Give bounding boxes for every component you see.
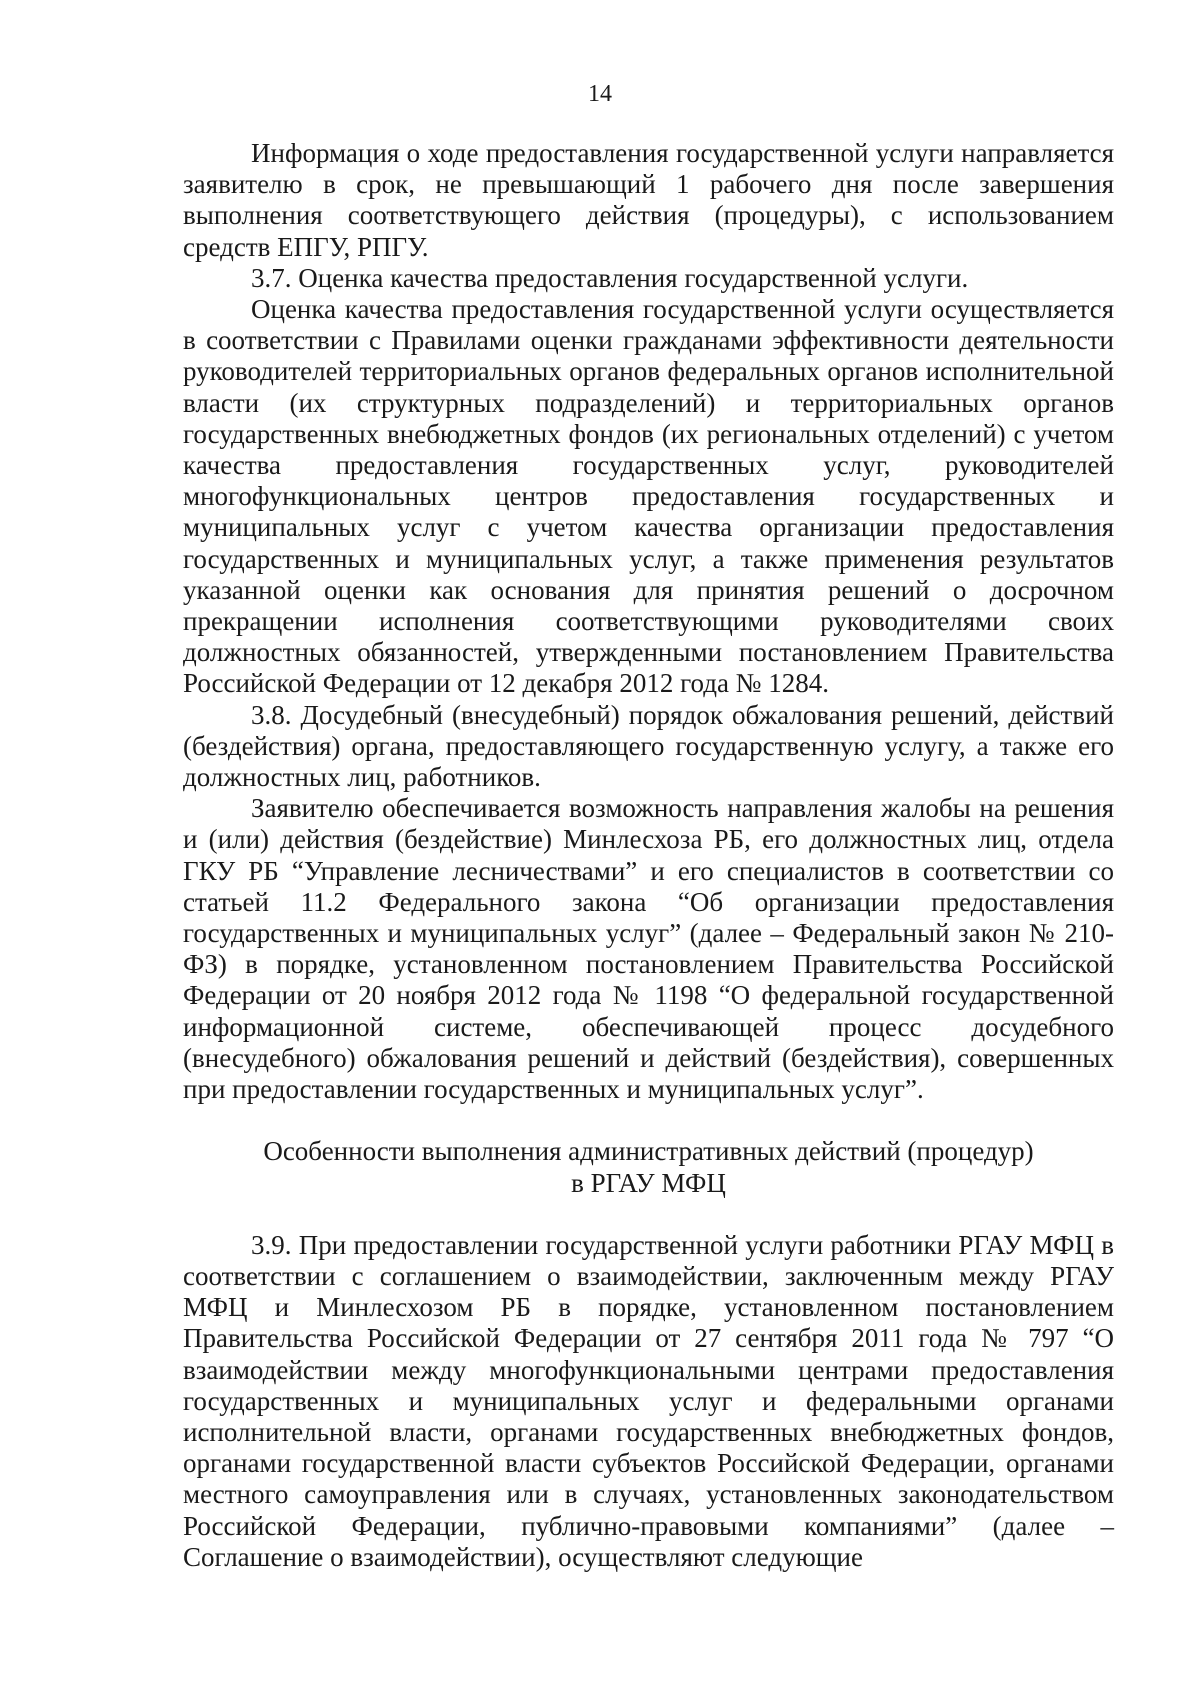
page-number: 14 <box>588 81 612 107</box>
paragraph-section-3-7: 3.7. Оценка качества предоставления государственной услуги. <box>251 262 969 293</box>
section-heading-line-1: Особенности выполнения административных действий (процедур) <box>263 1136 1034 1167</box>
document-body <box>183 138 1114 1573</box>
paragraph-status-info: Информация о ходе предоставления государственной услуги направляется заявителю в срок, не превышающий 1 рабочего дня после завершения выполнения соответствующего действия (процедуры), с использованием средств ЕПГУ, РПГУ. <box>183 138 1114 262</box>
section-heading-line-2: в РГАУ МФЦ <box>571 1167 726 1198</box>
paragraph-section-3-8: 3.8. Досудебный (внесудебный) порядок обжалования решений, действий (бездействия) органа, предоставляющего государственную услугу, а также его должностных лиц, работников. <box>183 699 1114 793</box>
paragraph-section-3-9: 3.9. При предоставлении государственной услуги работники РГАУ МФЦ в соответствии с соглашением о взаимодействии, заключенным между РГАУ МФЦ и Минлесхозом РБ в порядке, установленном постановлением Правительства Российской Федерации от 27 сентября 2011 года № 797 “О взаимодействии между многофункциональными центрами предоставления государственных и муниципальных услуг и федеральными органами исполнительной власти, органами государственных внебюджетных фондов, органами государственной власти субъектов Российской Федерации, органами местного самоуправления или в случаях, установленных законодательством Российской Федерации, публично-правовыми компаниями” (далее – Соглашение о взаимодействии), осуществляют следующие <box>183 1229 1114 1572</box>
paragraph-complaint-procedure: Заявителю обеспечивается возможность направления жалобы на решения и (или) действия (бездействие) Минлесхоза РБ, его должностных лиц, отдела ГКУ РБ “Управление лесничествами” и его специалистов в соответствии со статьей 11.2 Федерального закона “Об организации предоставления государственных и муниципальных услуг” (далее – Федеральный закон № 210-ФЗ) в порядке, установленном постановлением Правительства Российской Федерации от 20 ноября 2012 года № 1198 “О федеральной государственной информационной системе, обеспечивающей процесс досудебного (внесудебного) обжалования решений и действий (бездействия), совершенных при предоставлении государственных и муниципальных услуг”. <box>183 793 1114 1105</box>
section-heading <box>183 1136 1114 1198</box>
paragraph-quality-assessment: Оценка качества предоставления государственной услуги осуществляется в соответствии с Правилами оценки гражданами эффективности деятельности руководителей территориальных органов федеральных органов исполнительной власти (их структурных подразделений) и территориальных органов государственных внебюджетных фондов (их региональных отделений) с учетом качества предоставления государственных услуг, руководителей многофункциональных центров предоставления государственных и муниципальных услуг с учетом качества организации предоставления государственных и муниципальных услуг, а также применения результатов указанной оценки как основания для принятия решений о досрочном прекращении исполнения соответствующими руководителями своих должностных обязанностей, утвержденными постановлением Правительства Российской Федерации от 12 декабря 2012 года № 1284. <box>183 294 1114 699</box>
